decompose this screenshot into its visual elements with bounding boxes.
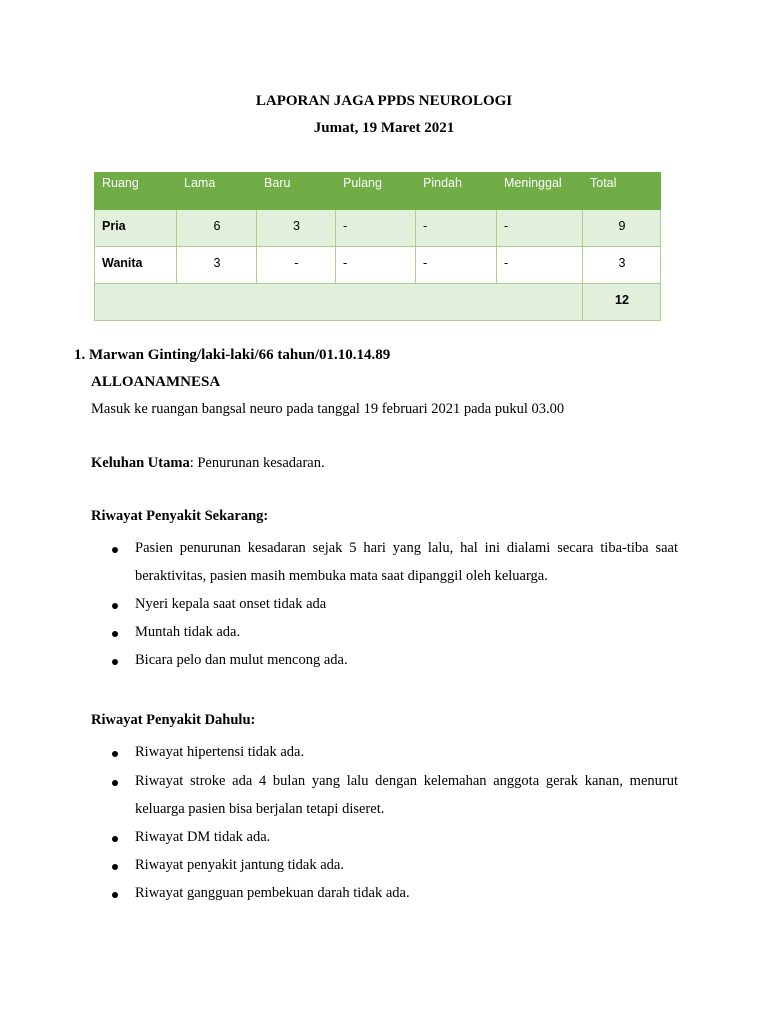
chief-complaint-value: : Penurunan kesadaran. xyxy=(189,455,325,471)
list-item-text: Bicara pelo dan mulut mencong ada. xyxy=(135,652,348,668)
grand-total: 12 xyxy=(583,284,661,321)
table-cell-empty xyxy=(95,284,583,321)
table-header-row xyxy=(95,173,661,210)
bullet-icon xyxy=(112,780,118,786)
alloanamnesa-label: ALLOANAMNESA xyxy=(91,374,221,390)
table-cell: 3 xyxy=(177,247,257,284)
column-header: Pindah xyxy=(416,173,497,210)
bullet-icon xyxy=(112,892,118,898)
bullet-icon xyxy=(112,836,118,842)
table-cell: 9 xyxy=(583,210,661,247)
list-item-text: Pasien penurunan kesadaran sejak 5 hari yang lalu, hal ini dialami secara tiba-tiba saat beraktivitas, pasien masih membuka mata saat dipanggil oleh keluarga. xyxy=(135,540,678,584)
column-header: Ruang xyxy=(95,173,177,210)
rps-heading: Riwayat Penyakit Sekarang: xyxy=(91,508,269,524)
column-header: Pulang xyxy=(336,173,416,210)
table-row xyxy=(95,247,661,284)
table-cell: - xyxy=(497,247,583,284)
list-item-text: Riwayat stroke ada 4 bulan yang lalu dengan kelemahan anggota gerak kanan, menurut keluarga pasien bisa berjalan tetapi diseret. xyxy=(135,773,678,817)
bullet-icon xyxy=(112,547,118,553)
list-item-text: Riwayat gangguan pembekuan darah tidak ada. xyxy=(135,885,410,901)
bullet-icon xyxy=(112,631,118,637)
list-item-text: Nyeri kepala saat onset tidak ada xyxy=(135,596,327,612)
report-date: Jumat, 19 Maret 2021 xyxy=(313,120,455,136)
column-header: Total xyxy=(583,173,661,210)
list-item-text: Muntah tidak ada. xyxy=(135,624,241,640)
admission-text: Masuk ke ruangan bangsal neuro pada tanggal 19 februari 2021 pada pukul 03.00 xyxy=(91,401,565,417)
list-item-text: Riwayat DM tidak ada. xyxy=(135,829,271,845)
bullet-icon xyxy=(112,864,118,870)
column-header: Meninggal xyxy=(497,173,583,210)
bullet-icon xyxy=(112,751,118,757)
table-cell: 3 xyxy=(257,210,336,247)
patient-heading: 1. Marwan Ginting/laki-laki/66 tahun/01.10.14.89 xyxy=(74,347,391,363)
census-table xyxy=(94,172,661,321)
row-label: Wanita xyxy=(95,247,177,284)
table-cell: - xyxy=(497,210,583,247)
column-header: Baru xyxy=(257,173,336,210)
table-cell: 3 xyxy=(583,247,661,284)
table-row xyxy=(95,210,661,247)
report-title: LAPORAN JAGA PPDS NEUROLOGI xyxy=(255,93,513,109)
bullet-icon xyxy=(112,603,118,609)
column-header: Lama xyxy=(177,173,257,210)
list-item-text: Riwayat penyakit jantung tidak ada. xyxy=(135,857,344,873)
rpd-heading: Riwayat Penyakit Dahulu: xyxy=(91,712,256,728)
table-total-row xyxy=(95,284,661,321)
table-cell: - xyxy=(336,247,416,284)
chief-complaint-label: Keluhan Utama xyxy=(91,455,190,471)
table-cell: - xyxy=(336,210,416,247)
list-item-text: Riwayat hipertensi tidak ada. xyxy=(135,744,305,760)
bullet-icon xyxy=(112,659,118,665)
row-label: Pria xyxy=(95,210,177,247)
table-cell: 6 xyxy=(177,210,257,247)
table-cell: - xyxy=(416,210,497,247)
table-cell: - xyxy=(416,247,497,284)
chief-complaint xyxy=(91,455,325,472)
table-cell: - xyxy=(257,247,336,284)
